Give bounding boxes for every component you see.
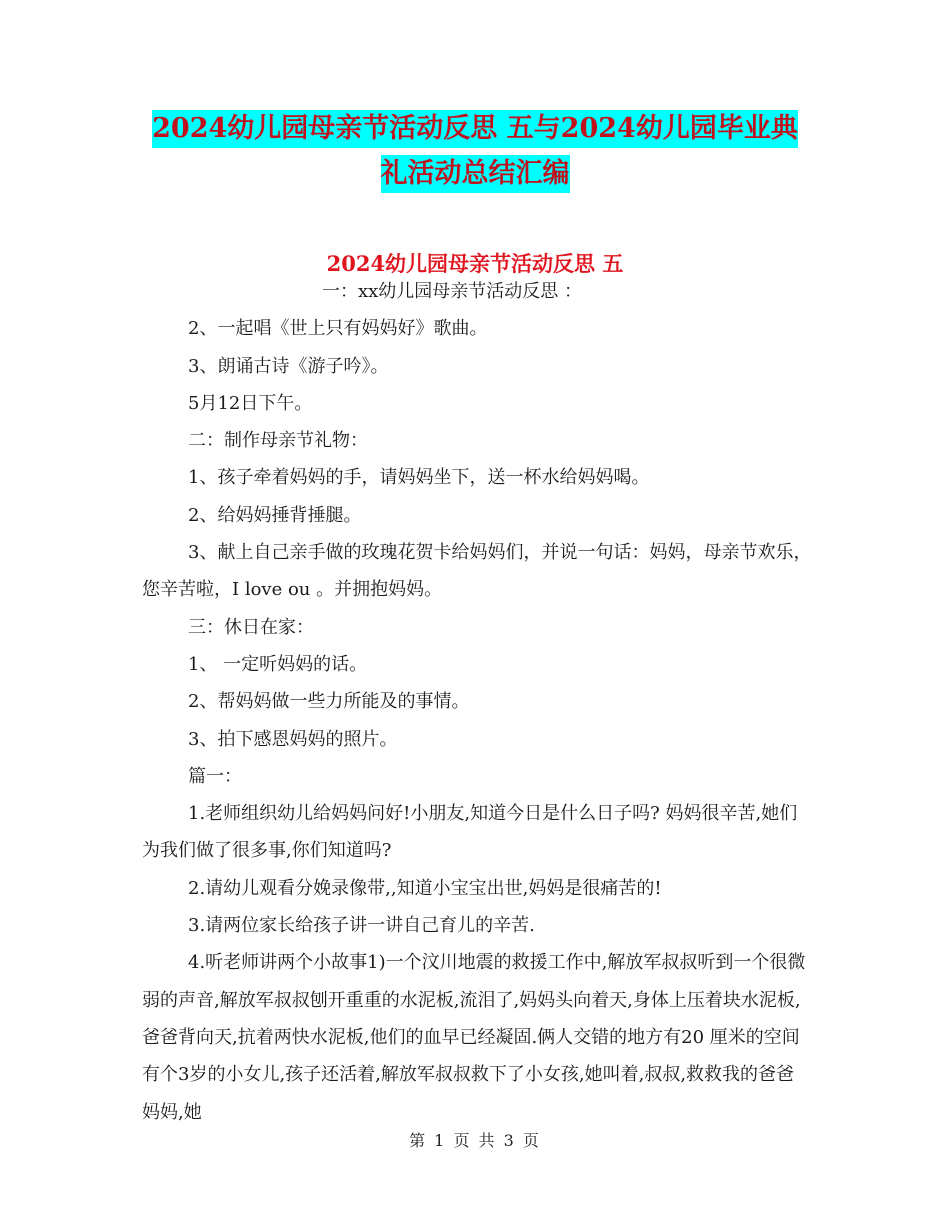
- paragraph: 3.请两位家长给孩子讲一讲自己育儿的辛苦.: [188, 915, 535, 937]
- paragraph: 4.听老师讲两个小故事1)一个汶川地震的救援工作中,解放军叔叔听到一个很微弱的声音,解放军叔叔刨开重重的水泥板,流泪了,妈妈头向着天,身体上压着块水泥板,爸爸背向天,抗着两快水泥板,他们的血早已经凝固.俩人交错的地方有20 厘米的空间有个3岁的小女儿,孩子还活着,解放军叔叔救下了小女孩,她叫着,叔叔,救救我的爸爸妈妈,她: [142, 952, 806, 1123]
- paragraph: 2、一起唱《世上只有妈妈好》歌曲。: [188, 318, 488, 340]
- paragraph: 三：休日在家：: [188, 616, 314, 638]
- paragraph: 3、朗诵古诗《游子吟》。: [188, 355, 389, 377]
- paragraph: 1、孩子牵着妈妈的手，请妈妈坐下，送一杯水给妈妈喝。: [188, 467, 650, 489]
- paragraph: 一：xx幼儿园母亲节活动反思 ：: [322, 281, 583, 302]
- paragraph: 2、给妈妈捶背捶腿。: [188, 504, 362, 526]
- paragraph: 3、拍下感恩妈妈的照片。: [188, 728, 398, 750]
- section-title: 2024幼儿园母亲节活动反思 五: [326, 251, 624, 276]
- document-body: [142, 273, 812, 1131]
- paragraph: 1.老师组织幼儿给妈妈问好!小朋友,知道今日是什么日子吗? 妈妈很辛苦,她们为我们做了很多事,你们知道吗?: [142, 803, 798, 862]
- title-highlight: 礼活动总结汇编: [381, 155, 570, 193]
- paragraph: 2.请幼儿观看分娩录像带,,知道小宝宝出世,妈妈是很痛苦的!: [188, 877, 662, 899]
- paragraph: 篇一：: [188, 765, 242, 787]
- title-highlight: 2024幼儿园母亲节活动反思 五与2024幼儿园毕业典: [152, 110, 798, 148]
- paragraph: 1、 一定听妈妈的话。: [188, 653, 368, 675]
- paragraph: 5月12日下午。: [188, 392, 313, 414]
- page-footer: 第 1 页 共 3 页: [409, 1131, 541, 1150]
- document-title-line-1: [0, 115, 950, 142]
- paragraph: 二：制作母亲节礼物：: [188, 430, 368, 452]
- document-title-line-2: [0, 160, 950, 187]
- paragraph: 3、献上自己亲手做的玫瑰花贺卡给妈妈们，并说一句话：妈妈，母亲节欢乐，您辛苦啦，I love ou 。并拥抱妈妈。: [142, 542, 812, 601]
- paragraph: 2、帮妈妈做一些力所能及的事情。: [188, 691, 470, 713]
